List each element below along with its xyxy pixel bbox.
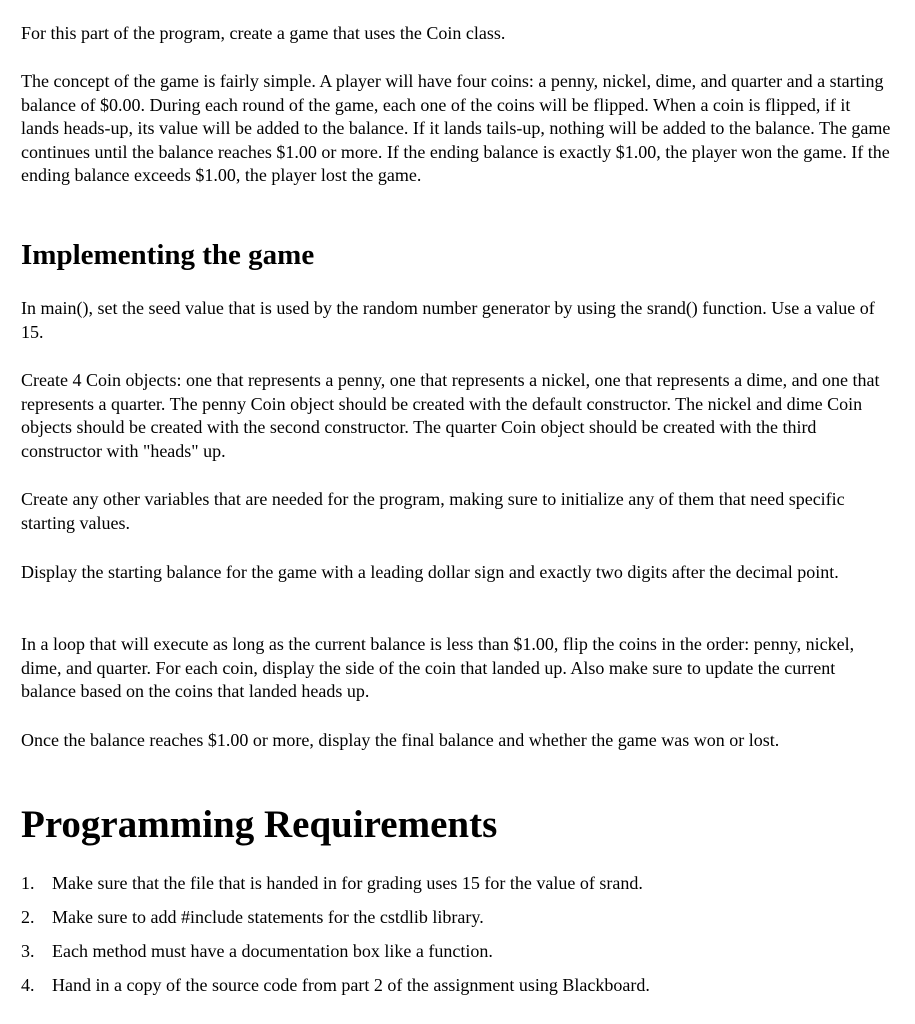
variables-paragraph: Create any other variables that are needed for the program, making sure to initialize any of them that need specific starting values.: [21, 489, 845, 533]
loop-paragraph: In a loop that will execute as long as the current balance is less than $1.00, flip the coins in the order: penny, nickel, dime, and quarter. For each coin, display the side of the coin that landed up. Also make sure to update the current balance based on the coins that landed heads up.: [21, 634, 855, 701]
srand-paragraph: In main(), set the seed value that is used by the random number generator by using the srand() function. Use a value of 15.: [21, 298, 875, 342]
list-item: [21, 872, 650, 906]
list-item-number: 3.: [21, 941, 35, 961]
list-item-text: Make sure that the file that is handed in for grading uses 15 for the value of srand.: [52, 873, 643, 893]
starting-balance-paragraph: Display the starting balance for the game with a leading dollar sign and exactly two digits after the decimal point.: [21, 562, 839, 582]
list-item: [21, 974, 650, 1008]
coin-objects-paragraph: Create 4 Coin objects: one that represents a penny, one that represents a nickel, one that represents a dime, and one that represents a quarter. The penny Coin object should be created with the default constructor. The nickel and dime Coin objects should be created with the second constructor. The quarter Coin object should be created with the third constructor with "heads" up.: [21, 370, 880, 461]
list-item-text: Hand in a copy of the source code from part 2 of the assignment using Blackboard.: [52, 975, 650, 995]
list-item-number: 4.: [21, 975, 35, 995]
intro-paragraph: For this part of the program, create a game that uses the Coin class.: [21, 23, 506, 43]
list-item-text: Each method must have a documentation box like a function.: [52, 941, 493, 961]
requirements-heading: Programming Requirements: [21, 803, 498, 846]
list-item: [21, 906, 650, 940]
list-item-text: Make sure to add #include statements for the cstdlib library.: [52, 907, 484, 927]
list-item: [21, 940, 650, 974]
final-balance-paragraph: Once the balance reaches $1.00 or more, display the final balance and whether the game was won or lost.: [21, 730, 780, 750]
concept-paragraph: The concept of the game is fairly simple. A player will have four coins: a penny, nickel, dime, and quarter and a starting balance of $0.00. During each round of the game, each one of the coins will be flipped. When a coin is flipped, if it lands heads-up, its value will be added to the balance. If it lands tails-up, nothing will be added to the balance. The game continues until the balance reaches $1.00 or more. If the ending balance is exactly $1.00, the player won the game. If the ending balance exceeds $1.00, the player lost the game.: [21, 71, 891, 185]
requirements-list: [21, 872, 650, 1008]
implementing-heading: Implementing the game: [21, 239, 315, 271]
list-item-number: 2.: [21, 907, 35, 927]
list-item-number: 1.: [21, 873, 35, 893]
